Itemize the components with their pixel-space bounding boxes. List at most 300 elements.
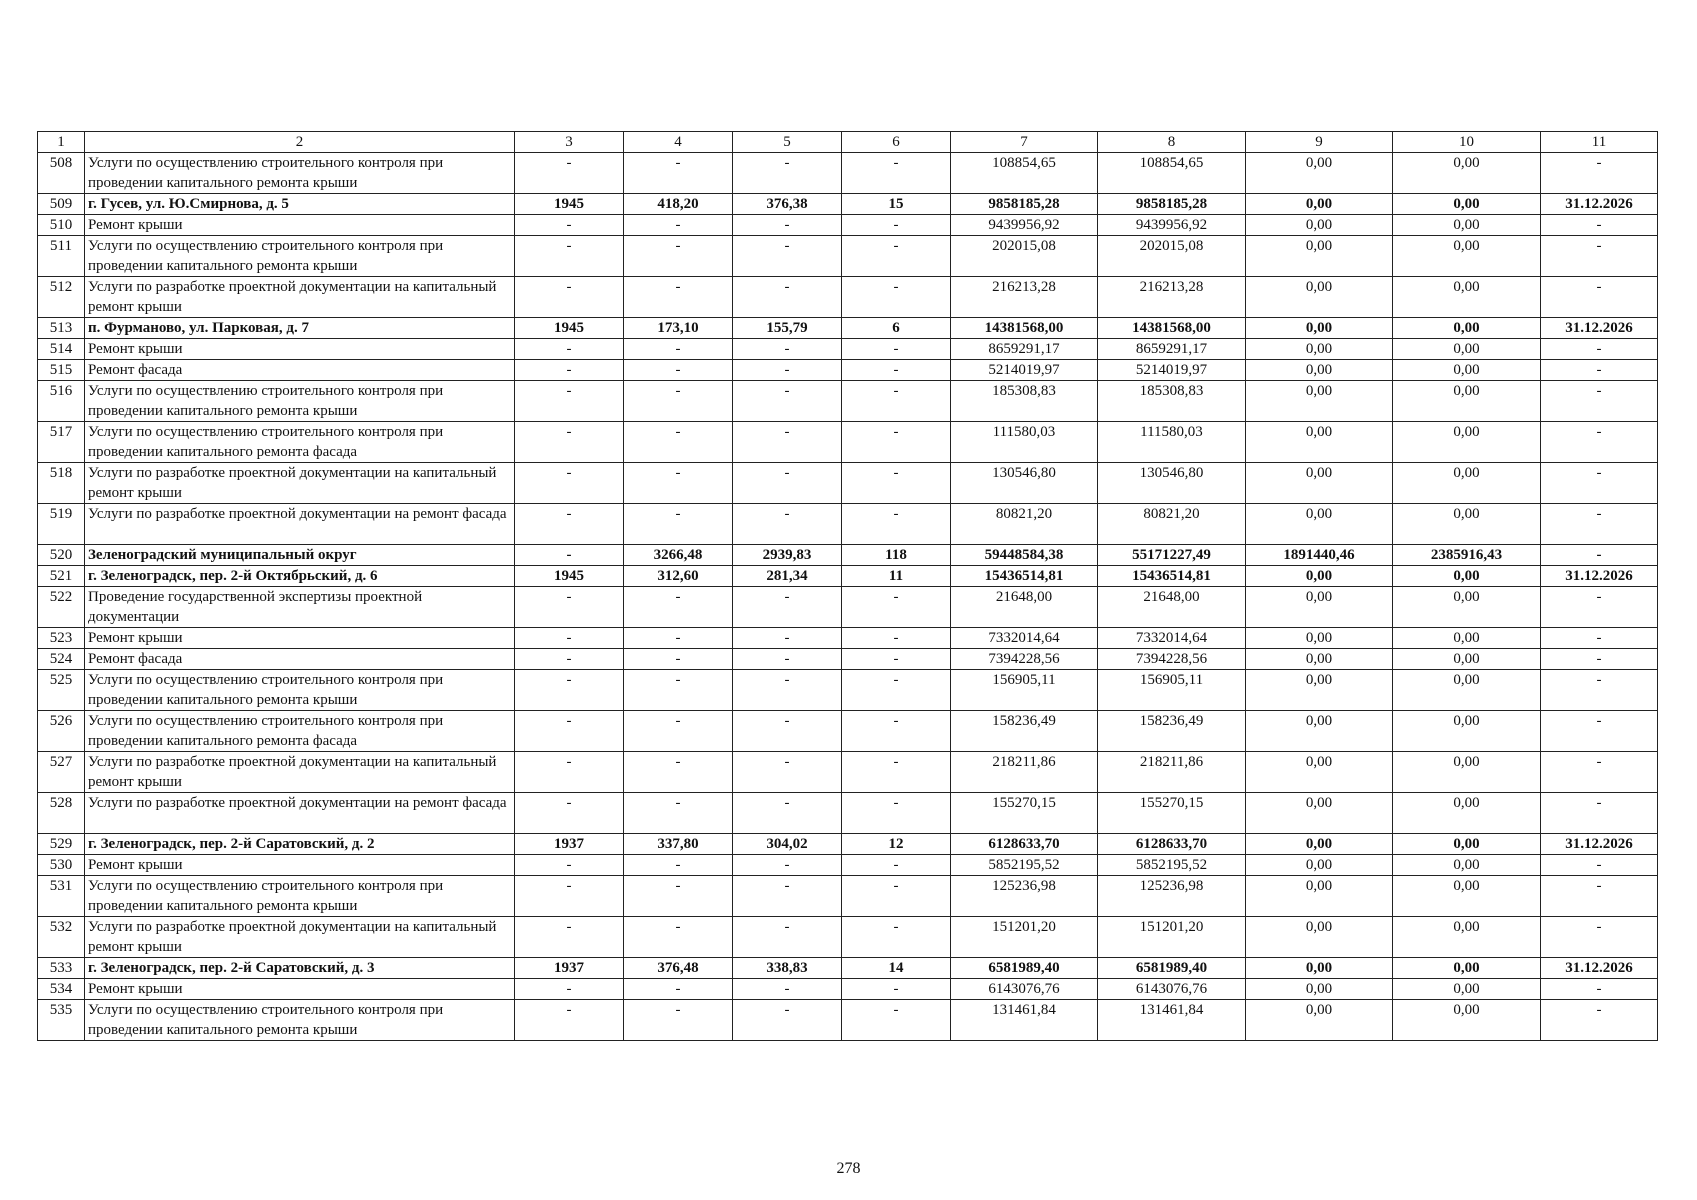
data-table [37, 131, 1658, 1041]
item-name-cell: Ремонт крыши [85, 979, 515, 1000]
col9-cell: 0,00 [1246, 958, 1393, 979]
col6-cell: - [842, 360, 951, 381]
col7-cell: 202015,08 [951, 236, 1098, 277]
col4-cell: - [624, 587, 733, 628]
item-name-cell: г. Зеленоградск, пер. 2-й Саратовский, д. 3 [85, 958, 515, 979]
item-name-cell: Ремонт крыши [85, 215, 515, 236]
col5-cell: - [733, 215, 842, 236]
col11-cell: - [1541, 855, 1658, 876]
col7-cell: 6581989,40 [951, 958, 1098, 979]
col7-cell: 59448584,38 [951, 545, 1098, 566]
item-name-cell: Услуги по осуществлению строительного контроля при проведении капитального ремонта фасада [85, 422, 515, 463]
table-row [38, 566, 1658, 587]
item-name-cell: Ремонт крыши [85, 339, 515, 360]
row-number-cell: 528 [38, 793, 85, 834]
col3-cell: - [515, 979, 624, 1000]
col9-cell: 0,00 [1246, 236, 1393, 277]
col8-cell: 8659291,17 [1098, 339, 1246, 360]
col10-cell: 0,00 [1393, 649, 1541, 670]
col6-cell: - [842, 1000, 951, 1041]
col4-cell: - [624, 670, 733, 711]
col11-cell: - [1541, 504, 1658, 545]
col8-cell: 111580,03 [1098, 422, 1246, 463]
col11-cell: - [1541, 463, 1658, 504]
row-number-cell: 533 [38, 958, 85, 979]
col3-cell: 1937 [515, 834, 624, 855]
col7-cell: 6128633,70 [951, 834, 1098, 855]
col11-cell: - [1541, 587, 1658, 628]
col3-cell: - [515, 215, 624, 236]
item-name-cell: Проведение государственной экспертизы проектной документации [85, 587, 515, 628]
col5-cell: - [733, 463, 842, 504]
col6-cell: - [842, 587, 951, 628]
table-row [38, 752, 1658, 793]
col7-cell: 111580,03 [951, 422, 1098, 463]
table-row [38, 876, 1658, 917]
col11-cell: - [1541, 711, 1658, 752]
col8-cell: 6128633,70 [1098, 834, 1246, 855]
col3-cell: - [515, 463, 624, 504]
col5-cell: - [733, 711, 842, 752]
col4-cell: - [624, 339, 733, 360]
col4-cell: - [624, 153, 733, 194]
col5-cell: 2939,83 [733, 545, 842, 566]
row-number-cell: 534 [38, 979, 85, 1000]
col10-cell: 0,00 [1393, 711, 1541, 752]
row-number-cell: 530 [38, 855, 85, 876]
col7-cell: 5852195,52 [951, 855, 1098, 876]
col11-cell: 31.12.2026 [1541, 318, 1658, 339]
col6-cell: - [842, 236, 951, 277]
col4-cell: 376,48 [624, 958, 733, 979]
col10-cell: 0,00 [1393, 752, 1541, 793]
col4-cell: 418,20 [624, 194, 733, 215]
col11-cell: - [1541, 752, 1658, 793]
col10-cell: 0,00 [1393, 318, 1541, 339]
col11-cell: - [1541, 979, 1658, 1000]
col5-cell: - [733, 236, 842, 277]
row-number-cell: 510 [38, 215, 85, 236]
col7-cell: 216213,28 [951, 277, 1098, 318]
col9-cell: 0,00 [1246, 339, 1393, 360]
col6-cell: - [842, 917, 951, 958]
table-row [38, 979, 1658, 1000]
item-name-cell: Услуги по разработке проектной документации на ремонт фасада [85, 504, 515, 545]
col11-cell: - [1541, 339, 1658, 360]
col7-cell: 5214019,97 [951, 360, 1098, 381]
table-row [38, 545, 1658, 566]
col7-cell: 125236,98 [951, 876, 1098, 917]
header-cell: 1 [38, 132, 85, 153]
col8-cell: 108854,65 [1098, 153, 1246, 194]
col6-cell: - [842, 463, 951, 504]
row-number-cell: 535 [38, 1000, 85, 1041]
col6-cell: 14 [842, 958, 951, 979]
item-name-cell: Ремонт крыши [85, 628, 515, 649]
col9-cell: 0,00 [1246, 876, 1393, 917]
col8-cell: 55171227,49 [1098, 545, 1246, 566]
col9-cell: 0,00 [1246, 194, 1393, 215]
col8-cell: 130546,80 [1098, 463, 1246, 504]
col9-cell: 0,00 [1246, 566, 1393, 587]
col3-cell: - [515, 711, 624, 752]
col3-cell: 1945 [515, 318, 624, 339]
col5-cell: - [733, 587, 842, 628]
col5-cell: - [733, 855, 842, 876]
header-cell: 9 [1246, 132, 1393, 153]
table-row [38, 360, 1658, 381]
col4-cell: - [624, 215, 733, 236]
col9-cell: 0,00 [1246, 793, 1393, 834]
item-name-cell: Ремонт фасада [85, 649, 515, 670]
table-row [38, 153, 1658, 194]
col9-cell: 0,00 [1246, 628, 1393, 649]
col7-cell: 131461,84 [951, 1000, 1098, 1041]
col11-cell: - [1541, 422, 1658, 463]
table-row [38, 834, 1658, 855]
col9-cell: 0,00 [1246, 1000, 1393, 1041]
col10-cell: 0,00 [1393, 793, 1541, 834]
col8-cell: 6143076,76 [1098, 979, 1246, 1000]
row-number-cell: 524 [38, 649, 85, 670]
item-name-cell: Ремонт крыши [85, 855, 515, 876]
page-number: 278 [836, 1160, 861, 1177]
col6-cell: - [842, 793, 951, 834]
col11-cell: - [1541, 381, 1658, 422]
table-row [38, 628, 1658, 649]
col6-cell: - [842, 711, 951, 752]
col6-cell: - [842, 215, 951, 236]
col10-cell: 0,00 [1393, 958, 1541, 979]
col11-cell: 31.12.2026 [1541, 194, 1658, 215]
col8-cell: 7332014,64 [1098, 628, 1246, 649]
row-number-cell: 516 [38, 381, 85, 422]
header-cell: 6 [842, 132, 951, 153]
col11-cell: - [1541, 153, 1658, 194]
col7-cell: 151201,20 [951, 917, 1098, 958]
col11-cell: - [1541, 876, 1658, 917]
table-row [38, 711, 1658, 752]
col7-cell: 15436514,81 [951, 566, 1098, 587]
col3-cell: - [515, 236, 624, 277]
col11-cell: - [1541, 1000, 1658, 1041]
col4-cell: - [624, 422, 733, 463]
col6-cell: - [842, 979, 951, 1000]
row-number-cell: 529 [38, 834, 85, 855]
col3-cell: - [515, 876, 624, 917]
col6-cell: - [842, 628, 951, 649]
col4-cell: - [624, 855, 733, 876]
row-number-cell: 523 [38, 628, 85, 649]
row-number-cell: 513 [38, 318, 85, 339]
col8-cell: 218211,86 [1098, 752, 1246, 793]
col7-cell: 156905,11 [951, 670, 1098, 711]
row-number-cell: 519 [38, 504, 85, 545]
table-row [38, 381, 1658, 422]
col4-cell: 173,10 [624, 318, 733, 339]
col9-cell: 1891440,46 [1246, 545, 1393, 566]
row-number-cell: 514 [38, 339, 85, 360]
col5-cell: - [733, 670, 842, 711]
col5-cell: - [733, 752, 842, 793]
col6-cell: - [842, 504, 951, 545]
col9-cell: 0,00 [1246, 834, 1393, 855]
col6-cell: 118 [842, 545, 951, 566]
col3-cell: - [515, 1000, 624, 1041]
col4-cell: - [624, 463, 733, 504]
col10-cell: 0,00 [1393, 628, 1541, 649]
col11-cell: - [1541, 236, 1658, 277]
col7-cell: 218211,86 [951, 752, 1098, 793]
col4-cell: - [624, 876, 733, 917]
col9-cell: 0,00 [1246, 855, 1393, 876]
table-row [38, 339, 1658, 360]
col6-cell: - [842, 422, 951, 463]
col8-cell: 80821,20 [1098, 504, 1246, 545]
col4-cell: - [624, 381, 733, 422]
col4-cell: - [624, 277, 733, 318]
col5-cell: - [733, 628, 842, 649]
col7-cell: 108854,65 [951, 153, 1098, 194]
col11-cell: - [1541, 917, 1658, 958]
col10-cell: 0,00 [1393, 834, 1541, 855]
col11-cell: - [1541, 628, 1658, 649]
item-name-cell: Услуги по разработке проектной документации на ремонт фасада [85, 793, 515, 834]
row-number-cell: 515 [38, 360, 85, 381]
table-row [38, 422, 1658, 463]
col10-cell: 0,00 [1393, 1000, 1541, 1041]
row-number-cell: 532 [38, 917, 85, 958]
col3-cell: 1945 [515, 194, 624, 215]
col11-cell: 31.12.2026 [1541, 834, 1658, 855]
item-name-cell: Услуги по осуществлению строительного контроля при проведении капитального ремонта крыши [85, 236, 515, 277]
col5-cell: - [733, 360, 842, 381]
col4-cell: 3266,48 [624, 545, 733, 566]
col4-cell: - [624, 649, 733, 670]
col7-cell: 185308,83 [951, 381, 1098, 422]
col11-cell: - [1541, 360, 1658, 381]
table-row [38, 463, 1658, 504]
col10-cell: 0,00 [1393, 587, 1541, 628]
table-row [38, 277, 1658, 318]
item-name-cell: Услуги по осуществлению строительного контроля при проведении капитального ремонта крыши [85, 1000, 515, 1041]
table-row [38, 793, 1658, 834]
col6-cell: - [842, 339, 951, 360]
row-number-cell: 508 [38, 153, 85, 194]
col8-cell: 7394228,56 [1098, 649, 1246, 670]
col9-cell: 0,00 [1246, 917, 1393, 958]
col5-cell: - [733, 649, 842, 670]
row-number-cell: 521 [38, 566, 85, 587]
row-number-cell: 512 [38, 277, 85, 318]
col8-cell: 9858185,28 [1098, 194, 1246, 215]
col3-cell: - [515, 855, 624, 876]
col5-cell: - [733, 979, 842, 1000]
col9-cell: 0,00 [1246, 463, 1393, 504]
row-number-cell: 531 [38, 876, 85, 917]
header-cell: 8 [1098, 132, 1246, 153]
col3-cell: - [515, 628, 624, 649]
col8-cell: 5214019,97 [1098, 360, 1246, 381]
col3-cell: - [515, 649, 624, 670]
col3-cell: - [515, 153, 624, 194]
col8-cell: 14381568,00 [1098, 318, 1246, 339]
col10-cell: 0,00 [1393, 876, 1541, 917]
col9-cell: 0,00 [1246, 587, 1393, 628]
col9-cell: 0,00 [1246, 215, 1393, 236]
col8-cell: 151201,20 [1098, 917, 1246, 958]
item-name-cell: Услуги по разработке проектной документации на капитальный ремонт крыши [85, 752, 515, 793]
col4-cell: 337,80 [624, 834, 733, 855]
item-name-cell: Услуги по разработке проектной документации на капитальный ремонт крыши [85, 917, 515, 958]
col3-cell: - [515, 793, 624, 834]
col7-cell: 7332014,64 [951, 628, 1098, 649]
col8-cell: 21648,00 [1098, 587, 1246, 628]
col7-cell: 21648,00 [951, 587, 1098, 628]
col5-cell: - [733, 1000, 842, 1041]
table-row [38, 504, 1658, 545]
col3-cell: - [515, 545, 624, 566]
col11-cell: - [1541, 215, 1658, 236]
col6-cell: - [842, 381, 951, 422]
header-cell: 7 [951, 132, 1098, 153]
col4-cell: - [624, 793, 733, 834]
col6-cell: - [842, 277, 951, 318]
col5-cell: 155,79 [733, 318, 842, 339]
col7-cell: 14381568,00 [951, 318, 1098, 339]
col8-cell: 155270,15 [1098, 793, 1246, 834]
col10-cell: 0,00 [1393, 463, 1541, 504]
col3-cell: - [515, 360, 624, 381]
col3-cell: - [515, 917, 624, 958]
col10-cell: 0,00 [1393, 917, 1541, 958]
table-row [38, 855, 1658, 876]
col5-cell: - [733, 422, 842, 463]
item-name-cell: г. Зеленоградск, пер. 2-й Саратовский, д. 2 [85, 834, 515, 855]
col4-cell: - [624, 360, 733, 381]
col10-cell: 2385916,43 [1393, 545, 1541, 566]
item-name-cell: Услуги по осуществлению строительного контроля при проведении капитального ремонта крыши [85, 153, 515, 194]
col5-cell: 376,38 [733, 194, 842, 215]
table-row [38, 587, 1658, 628]
col10-cell: 0,00 [1393, 566, 1541, 587]
col9-cell: 0,00 [1246, 752, 1393, 793]
col4-cell: - [624, 917, 733, 958]
col4-cell: - [624, 628, 733, 649]
col4-cell: - [624, 504, 733, 545]
col3-cell: - [515, 587, 624, 628]
col8-cell: 131461,84 [1098, 1000, 1246, 1041]
item-name-cell: Услуги по осуществлению строительного контроля при проведении капитального ремонта крыши [85, 876, 515, 917]
col3-cell: - [515, 670, 624, 711]
row-number-cell: 511 [38, 236, 85, 277]
item-name-cell: Ремонт фасада [85, 360, 515, 381]
table-row [38, 215, 1658, 236]
col11-cell: - [1541, 670, 1658, 711]
table-row [38, 236, 1658, 277]
table-row [38, 194, 1658, 215]
col9-cell: 0,00 [1246, 670, 1393, 711]
table-row [38, 1000, 1658, 1041]
col10-cell: 0,00 [1393, 339, 1541, 360]
row-number-cell: 522 [38, 587, 85, 628]
col5-cell: - [733, 917, 842, 958]
item-name-cell: Услуги по осуществлению строительного контроля при проведении капитального ремонта фасада [85, 711, 515, 752]
col10-cell: 0,00 [1393, 504, 1541, 545]
col7-cell: 130546,80 [951, 463, 1098, 504]
col8-cell: 5852195,52 [1098, 855, 1246, 876]
col10-cell: 0,00 [1393, 979, 1541, 1000]
header-cell: 2 [85, 132, 515, 153]
col10-cell: 0,00 [1393, 422, 1541, 463]
col8-cell: 158236,49 [1098, 711, 1246, 752]
col8-cell: 125236,98 [1098, 876, 1246, 917]
col7-cell: 7394228,56 [951, 649, 1098, 670]
col10-cell: 0,00 [1393, 855, 1541, 876]
col9-cell: 0,00 [1246, 153, 1393, 194]
row-number-cell: 526 [38, 711, 85, 752]
header-cell: 5 [733, 132, 842, 153]
item-name-cell: Услуги по осуществлению строительного контроля при проведении капитального ремонта крыши [85, 381, 515, 422]
header-cell: 3 [515, 132, 624, 153]
col11-cell: 31.12.2026 [1541, 566, 1658, 587]
col6-cell: - [842, 153, 951, 194]
item-name-cell: Услуги по разработке проектной документации на капитальный ремонт крыши [85, 277, 515, 318]
col11-cell: - [1541, 793, 1658, 834]
col7-cell: 8659291,17 [951, 339, 1098, 360]
table-row [38, 670, 1658, 711]
col5-cell: 281,34 [733, 566, 842, 587]
col5-cell: - [733, 793, 842, 834]
item-name-cell: Услуги по осуществлению строительного контроля при проведении капитального ремонта крыши [85, 670, 515, 711]
col3-cell: 1937 [515, 958, 624, 979]
col10-cell: 0,00 [1393, 153, 1541, 194]
col10-cell: 0,00 [1393, 194, 1541, 215]
table-row [38, 917, 1658, 958]
col6-cell: - [842, 670, 951, 711]
col9-cell: 0,00 [1246, 318, 1393, 339]
col9-cell: 0,00 [1246, 277, 1393, 318]
col5-cell: 304,02 [733, 834, 842, 855]
col3-cell: - [515, 422, 624, 463]
col10-cell: 0,00 [1393, 381, 1541, 422]
col11-cell: 31.12.2026 [1541, 958, 1658, 979]
col11-cell: - [1541, 649, 1658, 670]
col10-cell: 0,00 [1393, 670, 1541, 711]
col5-cell: - [733, 277, 842, 318]
col8-cell: 216213,28 [1098, 277, 1246, 318]
item-name-cell: г. Зеленоградск, пер. 2-й Октябрьский, д. 6 [85, 566, 515, 587]
table-row [38, 958, 1658, 979]
col8-cell: 6581989,40 [1098, 958, 1246, 979]
table-row [38, 318, 1658, 339]
row-number-cell: 525 [38, 670, 85, 711]
col3-cell: - [515, 277, 624, 318]
col7-cell: 6143076,76 [951, 979, 1098, 1000]
col6-cell: - [842, 752, 951, 793]
col5-cell: 338,83 [733, 958, 842, 979]
col3-cell: - [515, 752, 624, 793]
col5-cell: - [733, 153, 842, 194]
col9-cell: 0,00 [1246, 360, 1393, 381]
row-number-cell: 518 [38, 463, 85, 504]
col6-cell: - [842, 876, 951, 917]
col7-cell: 80821,20 [951, 504, 1098, 545]
col5-cell: - [733, 339, 842, 360]
col3-cell: 1945 [515, 566, 624, 587]
col10-cell: 0,00 [1393, 360, 1541, 381]
item-name-cell: Зеленоградский муниципальный округ [85, 545, 515, 566]
